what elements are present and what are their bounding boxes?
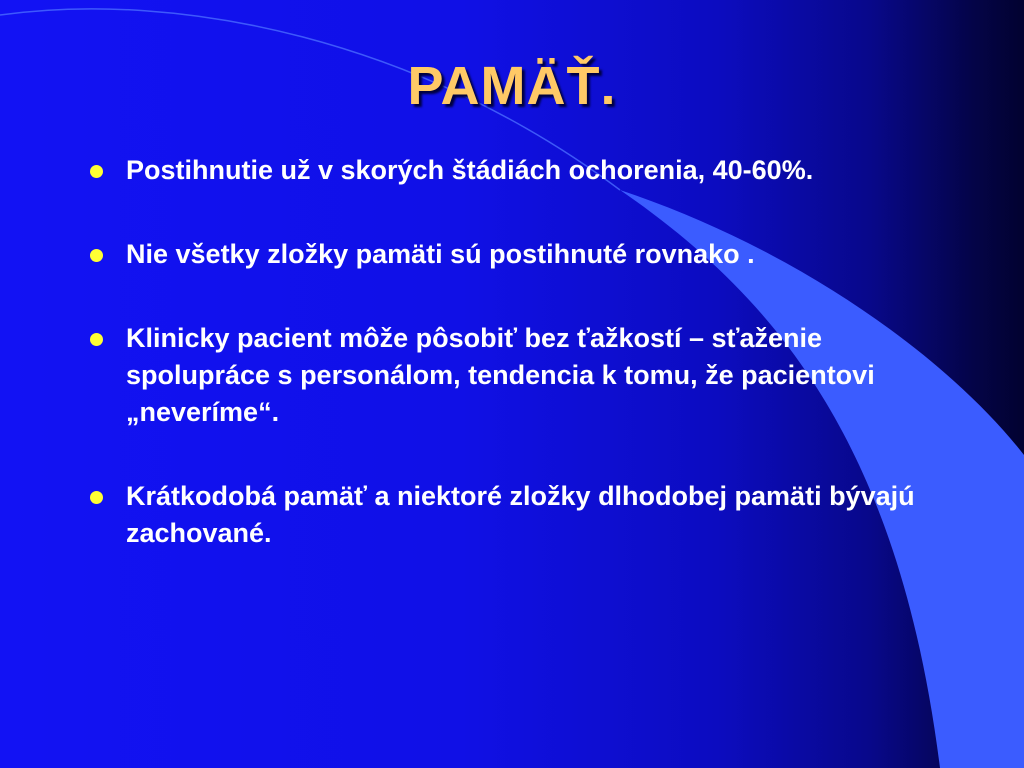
- bullet-text: Nie všetky zložky pamäti sú postihnuté rovnako .: [126, 239, 755, 269]
- slide-title: PAMÄŤ.: [407, 56, 617, 116]
- bullet-dot-icon: [90, 249, 103, 262]
- bullet-item: [88, 320, 918, 431]
- bullet-item: [88, 236, 918, 273]
- bullet-dot-icon: [90, 333, 103, 346]
- bullet-list: [88, 152, 918, 599]
- bullet-text: Krátkodobá pamäť a niektoré zložky dlhodobej pamäti bývajú zachované.: [126, 481, 915, 548]
- bullet-item: [88, 152, 918, 189]
- bullet-dot-icon: [90, 491, 103, 504]
- bullet-dot-icon: [90, 165, 103, 178]
- bullet-text: Klinicky pacient môže pôsobiť bez ťažkostí – sťaženie spolupráce s personálom, tendencia k tomu, že pacientovi „neveríme“.: [126, 323, 875, 427]
- bullet-item: [88, 478, 918, 552]
- bullet-text: Postihnutie už v skorých štádiách ochorenia, 40-60%.: [126, 155, 814, 185]
